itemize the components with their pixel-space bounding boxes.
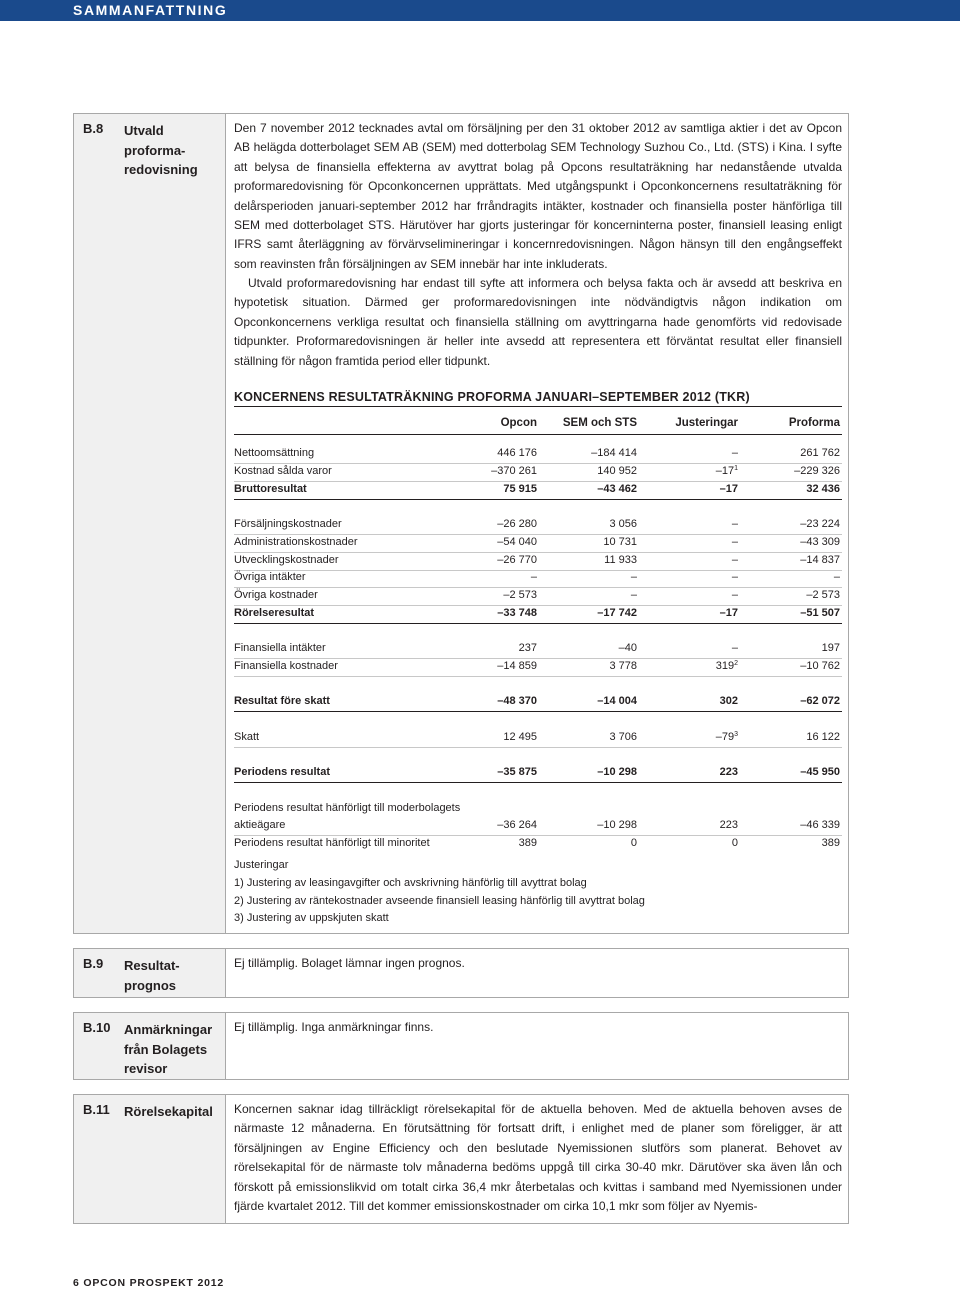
cell: 197 <box>821 642 840 654</box>
cell: 32 436 <box>806 483 840 495</box>
cell: – <box>731 518 738 530</box>
section-title: Resultat- prognos <box>124 958 180 993</box>
cell: 302 <box>719 695 738 707</box>
table-title: KONCERNENS RESULTATRÄKNING PROFORMA JANUARI–SEPTEMBER 2012 (TKR) <box>234 390 842 407</box>
row-label: Övriga intäkter <box>234 571 306 583</box>
section-code: B.8 <box>83 121 104 136</box>
cell: –35 875 <box>497 766 537 778</box>
section-b10 <box>73 1012 849 1080</box>
section-code: B.11 <box>83 1102 110 1117</box>
table-row <box>234 835 842 853</box>
table-row-total <box>234 693 842 712</box>
row-label: Finansiella intäkter <box>234 642 326 654</box>
row-label: Finansiella kostnader <box>234 660 338 672</box>
column-header: SEM och STS <box>562 417 637 429</box>
row-label: Rörelseresultat <box>234 607 315 619</box>
paragraph: Ej tillämplig. Inga anmärkningar finns. <box>234 1020 434 1034</box>
cell: – <box>731 536 738 548</box>
cell: –14 004 <box>597 695 637 707</box>
header-rule <box>234 434 842 435</box>
cell: 16 122 <box>806 731 840 743</box>
cell: –10 298 <box>597 819 637 831</box>
cell: $-79^3$ <box>715 731 738 743</box>
paragraph: Den 7 november 2012 tecknades avtal om försäljning per den 31 oktober 2012 av samtliga aktier i det av Opcon AB helägda dotterbolaget SEM AB (SEM) med dotterbolag SEM Technology Suzhou Co., Ltd. (STS) i Kina. I syfte att belysa de finansiella effekterna av avyttrat bolag på Opcons resultaträkning har nedanstående utvalda proformaredovisning för Opconkoncernen upprättats. Med utgångspunkt i Opconkoncernens resultaträkning för delårsperioden januari-september 2012 har frråndragits intäkter, kostnader och finansiella poster hänförliga till SEM med dotterbolaget STS. Härutöver har gjorts justeringar för koncerninterna poster, finansiell leasing enligt IFRS samt återläggning av förvärvselimineringar i koncernredovisningen. Någon hänsyn till den engångseffekt som reavinsten från försäljningen av SEM innebär har inte inkluderats. <box>234 121 842 271</box>
cell: –184 414 <box>591 447 637 459</box>
cell: – <box>833 571 840 583</box>
cell: –14 837 <box>800 554 840 566</box>
table-column-headers <box>234 417 842 435</box>
section-b11 <box>73 1094 849 1224</box>
header-bar <box>0 0 960 21</box>
section-code: B.9 <box>83 956 104 971</box>
table-row <box>234 534 842 553</box>
row-label: Försäljningskostnader <box>234 518 342 530</box>
cell: 3 706 <box>609 731 637 743</box>
row-label: Administrationskostnader <box>234 536 358 548</box>
cell: –370 261 <box>491 465 537 477</box>
cell: –33 748 <box>497 607 537 619</box>
cell: –43 462 <box>597 483 637 495</box>
cell: – <box>731 571 738 583</box>
table-note: 2) Justering av räntekostnader avseende finansiell leasing hänförlig till avyttrat bolag <box>234 895 645 907</box>
table-row <box>234 817 842 836</box>
cell: –46 339 <box>800 819 840 831</box>
cell: 140 952 <box>597 465 637 477</box>
cell: 0 <box>630 837 637 849</box>
table-row <box>234 445 842 464</box>
section-body <box>225 1095 848 1223</box>
row-label: Resultat före skatt <box>234 695 330 707</box>
cell: 389 <box>821 837 840 849</box>
table-row <box>234 552 842 571</box>
table-note: 1) Justering av leasingavgifter och avskrivning hänförlig till avyttrat bolag <box>234 877 587 889</box>
row-label: Periodens resultat hänförligt till moderbolagets <box>234 802 461 814</box>
table-note: Justeringar <box>234 859 289 871</box>
section-body <box>225 949 848 997</box>
cell: – <box>731 554 738 566</box>
table-row <box>234 658 842 677</box>
section-b9 <box>73 948 849 998</box>
cell: –2 573 <box>503 589 537 601</box>
cell: –14 859 <box>497 660 537 672</box>
cell: –36 264 <box>497 819 537 831</box>
section-code: B.10 <box>83 1020 111 1035</box>
cell: –229 326 <box>794 465 840 477</box>
row-label: Kostnad sålda varor <box>234 465 332 477</box>
column-header: Proforma <box>788 417 840 429</box>
table-row <box>234 516 842 535</box>
section-title: Utvald proforma- redovisning <box>124 123 198 177</box>
cell: 0 <box>731 837 738 849</box>
cell: –10 762 <box>800 660 840 672</box>
table-row <box>234 640 842 659</box>
cell: $-17^1$ <box>715 465 738 477</box>
cell: 12 495 <box>503 731 537 743</box>
cell: 223 <box>719 766 738 778</box>
cell: 3 056 <box>609 518 637 530</box>
paragraph: Utvald proformaredovisning har endast till syfte att informera och belysa fakta och är avsedd att beskriva en hypotetisk situation. Därmed ger proformaredovisningen inte nödvändigtvis någon indikation om Opconkoncernens verkliga resultat och finansiella ställning om avyttringarna hade genomförts vid redovisade tidpunkter. Proformaredovisningen är heller inte avsedd att representera ett förväntat resultat eller finansiell ställning för någon framtida period eller tidpunkt. <box>234 276 842 368</box>
row-label: Utvecklingskostnader <box>234 554 339 566</box>
cell: 223 <box>719 819 738 831</box>
row-label: Övriga kostnader <box>234 589 318 601</box>
table-row <box>234 569 842 588</box>
cell: –17 742 <box>597 607 637 619</box>
column-header: Justeringar <box>675 417 738 429</box>
cell: –62 072 <box>800 695 840 707</box>
table-row <box>234 463 842 482</box>
cell: –40 <box>618 642 637 654</box>
cell: –10 298 <box>597 766 637 778</box>
cell: –54 040 <box>497 536 537 548</box>
cell: 446 176 <box>497 447 537 459</box>
cell: 261 762 <box>800 447 840 459</box>
row-label: aktieägare <box>234 819 286 831</box>
row-label: Periodens resultat <box>234 766 330 778</box>
section-title: Anmärkningar från Bolagets revisor <box>124 1022 213 1076</box>
cell: – <box>630 589 637 601</box>
row-label: Bruttoresultat <box>234 483 307 495</box>
cell: –23 224 <box>800 518 840 530</box>
table-row-total <box>234 481 842 500</box>
cell: – <box>731 589 738 601</box>
cell: 3 778 <box>609 660 637 672</box>
section-b8 <box>73 113 849 934</box>
cell: –51 507 <box>800 607 840 619</box>
table-row <box>234 800 842 818</box>
cell: – <box>530 571 537 583</box>
table-row <box>234 587 842 606</box>
cell: 237 <box>518 642 537 654</box>
column-header: Opcon <box>500 417 537 429</box>
cell: –45 950 <box>800 766 840 778</box>
cell: 389 <box>518 837 537 849</box>
table-row-total <box>234 764 842 783</box>
cell: –2 573 <box>806 589 840 601</box>
row-label: Skatt <box>234 731 260 743</box>
table-note: 3) Justering av uppskjuten skatt <box>234 912 389 924</box>
cell: –48 370 <box>497 695 537 707</box>
section-body <box>225 114 848 933</box>
cell: 10 731 <box>603 536 637 548</box>
cell: 11 933 <box>604 554 637 566</box>
section-title: Rörelsekapital <box>124 1104 213 1119</box>
cell: $319^2$ <box>715 660 738 672</box>
paragraph: Ej tillämplig. Bolaget lämnar ingen prognos. <box>234 956 465 970</box>
paragraph: Koncernen saknar idag tillräckligt rörelsekapital för de aktuella behoven. Med de aktuella behoven avses de närmaste 12 månaderna. En förutsättning för fortsatt drift, i enlighet med de planer som föreligger, är att försäljningen av Engine Efficiency och den beslutade Nyemissionen slutförs som planerat. Behovet av rörelsekapital för de närmaste tolv månaderna bedöms uppgå till cirka 30-40 mkr. Därutöver ska även lån och förskott på emissionslikvid om totalt cirka 36,4 mkr återbetalas och kvittas i samband med Nyemissionen under fjärde kvartalet 2012. Till det kommer emissionskostnader om cirka 10,1 mkr som följer av Nyemis- <box>234 1102 842 1214</box>
section-body <box>225 1013 848 1079</box>
cell: –17 <box>719 607 738 619</box>
page-header-title: SAMMANFATTNING <box>73 2 228 18</box>
page-footer: 6 OPCON PROSPEKT 2012 <box>73 1277 225 1289</box>
cell: – <box>731 642 738 654</box>
cell: –26 280 <box>497 518 537 530</box>
cell: –43 309 <box>800 536 840 548</box>
table-row <box>234 729 842 748</box>
cell: 75 915 <box>503 483 537 495</box>
row-label: Nettoomsättning <box>234 447 315 459</box>
cell: –26 770 <box>497 554 537 566</box>
table-row-total <box>234 605 842 624</box>
cell: – <box>630 571 637 583</box>
cell: –17 <box>719 483 738 495</box>
cell: – <box>731 447 738 459</box>
row-label: Periodens resultat hänförligt till minoritet <box>234 837 430 849</box>
